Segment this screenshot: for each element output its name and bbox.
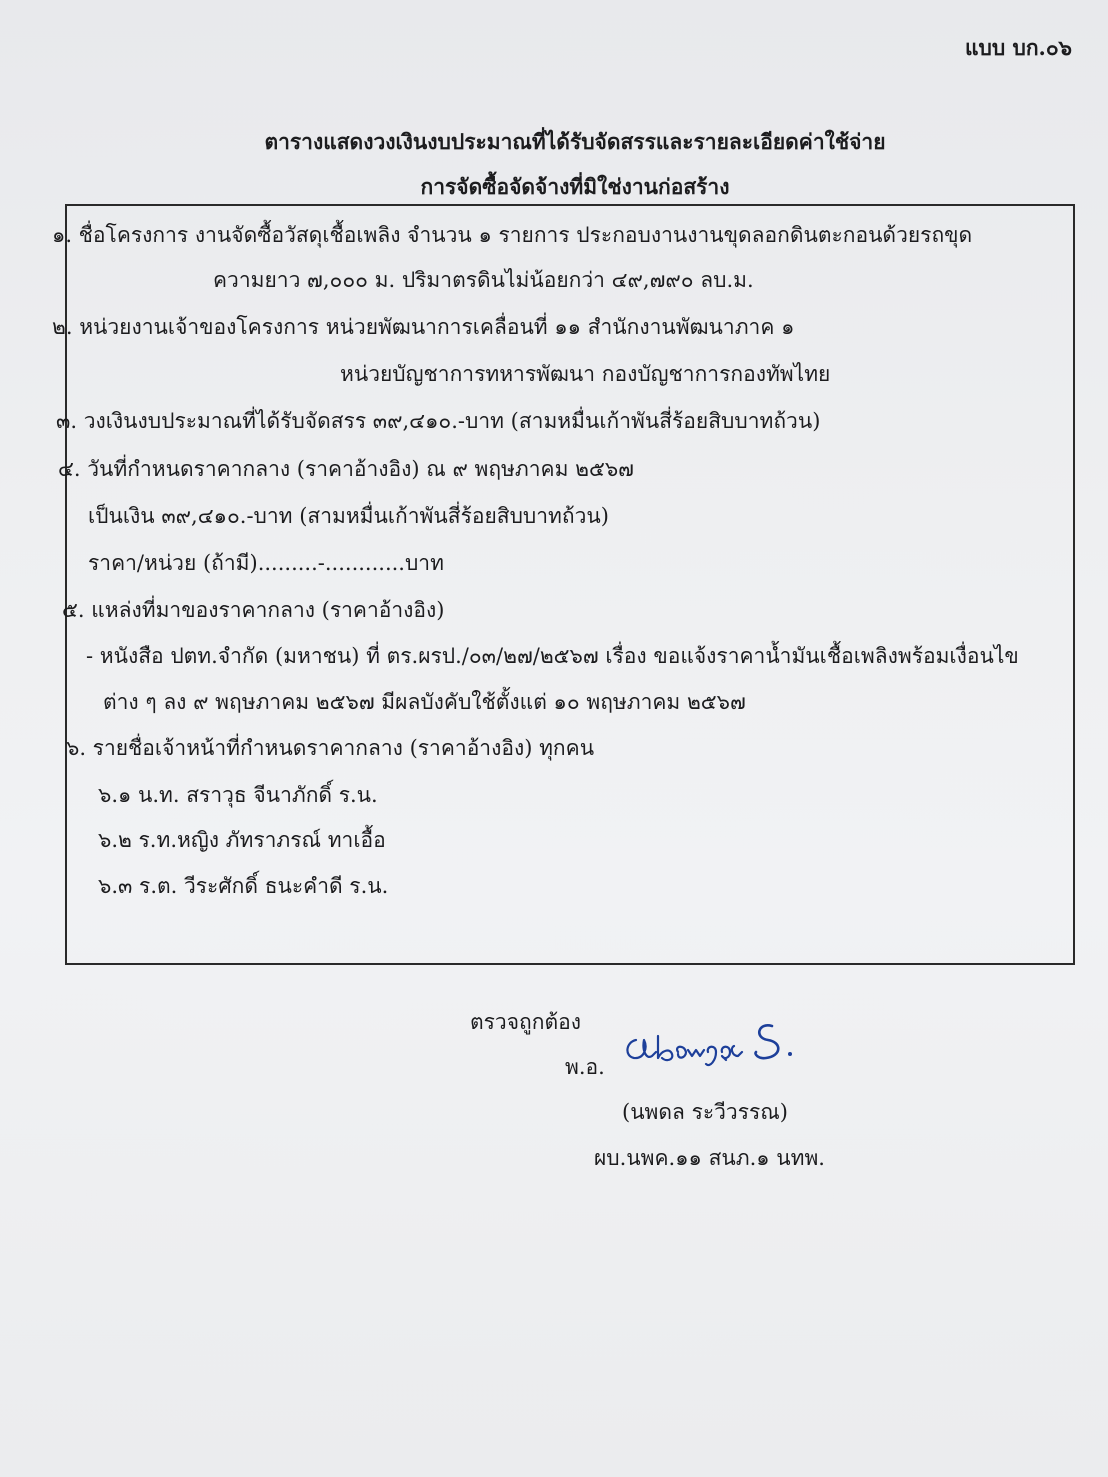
budget-amount: ๓. วงเงินงบประมาณที่ได้รับจัดสรร ๓๙,๔๑๐.-บาท (สามหมื่นเก้าพันสี่ร้อยสิบบาทถ้วน): [56, 409, 821, 433]
form-code: แบบ บก.๐๖: [964, 35, 1072, 60]
signer-name: (นพดล ระวีวรรณ): [622, 1100, 788, 1124]
verified-label: ตรวจถูกต้อง: [470, 1010, 581, 1034]
project-owner-line1: ๒. หน่วยงานเจ้าของโครงการ หน่วยพัฒนาการเคลื่อนที่ ๑๑ สำนักงานพัฒนาภาค ๑: [52, 315, 795, 339]
signer-position: ผบ.นพค.๑๑ สนภ.๑ นทพ.: [594, 1146, 825, 1170]
unit-price: ราคา/หน่วย (ถ้ามี).........-............บาท: [88, 551, 444, 575]
reference-price-date: ๔. วันที่กำหนดราคากลาง (ราคาอ้างอิง) ณ ๙ พฤษภาคม ๒๕๖๗: [58, 457, 634, 481]
price-source-line2: ต่าง ๆ ลง ๙ พฤษภาคม ๒๕๖๗ มีผลบังคับใช้ตั้งแต่ ๑๐ พฤษภาคม ๒๕๖๗: [103, 690, 746, 714]
price-source-heading: ๕. แหล่งที่มาของราคากลาง (ราคาอ้างอิง): [62, 598, 445, 622]
officer-item: ๖.๒ ร.ท.หญิง ภัทราภรณ์ ทาเอื้อ: [98, 828, 386, 852]
reference-price-amount: เป็นเงิน ๓๙,๔๑๐.-บาท (สามหมื่นเก้าพันสี่ร้อยสิบบาทถ้วน): [88, 504, 609, 528]
document-title: ตารางแสดงวงเงินงบประมาณที่ได้รับจัดสรรและรายละเอียดค่าใช้จ่าย: [264, 129, 886, 154]
project-name-line2: ความยาว ๗,๐๐๐ ม. ปริมาตรดินไม่น้อยกว่า ๔๙,๗๙๐ ลบ.ม.: [213, 268, 754, 292]
project-owner-line2: หน่วยบัญชาการทหารพัฒนา กองบัญชาการกองทัพไทย: [340, 362, 831, 386]
handwritten-signature: [622, 1012, 807, 1072]
signer-rank: พ.อ.: [565, 1055, 605, 1079]
officer-item: ๖.๓ ร.ต. วีระศักดิ์ ธนะคำดี ร.น.: [98, 874, 389, 898]
project-name-line1: ๑. ชื่อโครงการ งานจัดซื้อวัสดุเชื้อเพลิง จำนวน ๑ รายการ ประกอบงานงานขุดลอกดินตะกอนด้วยรถขุด: [52, 223, 973, 247]
price-source-line1: - หนังสือ ปตท.จำกัด (มหาชน) ที่ ตร.ผรป./๐๓/๒๗/๒๕๖๗ เรื่อง ขอแจ้งราคาน้ำมันเชื้อเพลิงพร้อมเงื่อนไข: [86, 644, 1019, 668]
officer-item: ๖.๑ น.ท. สราวุธ จีนาภักดิ์ ร.น.: [98, 783, 378, 807]
document-subtitle: การจัดซื้อจัดจ้างที่มิใช่งานก่อสร้าง: [420, 174, 730, 199]
officers-heading: ๖. รายชื่อเจ้าหน้าที่กำหนดราคากลาง (ราคาอ้างอิง) ทุกคน: [66, 736, 595, 760]
